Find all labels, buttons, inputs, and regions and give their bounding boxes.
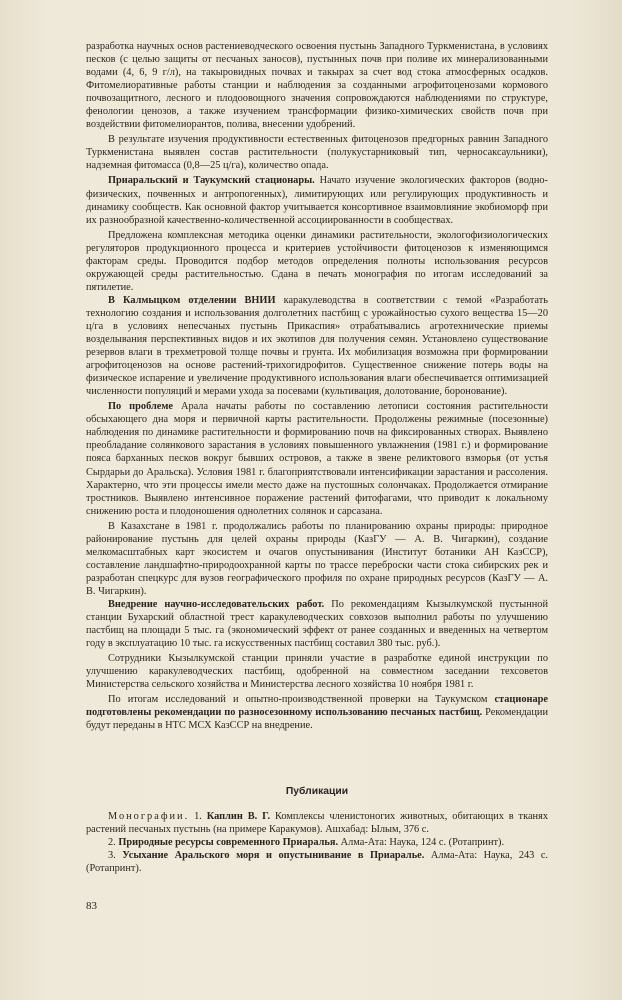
paragraph-10-emphasis: стационаре подготовлены рекомендации по разносезонному использованию песчаных пастбищ. [86, 694, 548, 719]
paragraph-3-heading: Приаральский и Таукумский стационары. [108, 175, 315, 187]
publications-heading: Публикации [285, 786, 349, 797]
publication-title: Природные ресурсы современного Приаралья. [118, 837, 339, 849]
paragraph-8-heading: Внедрение научно-исследовательских работ. [108, 598, 325, 610]
paragraph-10 [86, 693, 548, 732]
paragraph-1: разработка научных основ растениеводческого освоения пустынь Западного Туркменистана, в условиях песков (с целью защиты от песчаных заносов), пустынных почв при поливе их минерализованными водами (4, 6, 9 г/л), на такыровидных почвах и такырах за счет вод стока атмосферных осадков. Фитомелиоративные работы станции и наблюдения за созданными агрофитоценозами кормового почвозащитного, лесного и плодоовощного значения сопровождаются наблюдениями по структуре, фенологии ценозов, а также изучением трансформации физико-химических свойств почв при воздействии фитомелиорантов, полива, внесении удобрений. [86, 41, 548, 131]
paragraph-10-intro: По итогам исследований и опытно-производственной проверки на Таукумском [108, 694, 495, 706]
paragraph-2: В результате изучения продуктивности естественных фитоценозов предгорных равнин Западного Туркменистана выявлен состав растительности (полукустарниковый тип, черносаксаульники), надземная фитомасса (0,8—25 ц/га), количество опада. [86, 134, 548, 172]
paragraph-6-heading: По проблеме [108, 401, 174, 413]
paragraph-9: Сотрудники Кызылкумской станции приняли участие в разработке единой инструкции по улучшению каракулеводческих пастбищ, одобренной на совместном заседании техсоветов Министерства сельского хозяйства и Министерства лесного хозяйства 10 ноября 1981 г. [86, 653, 548, 691]
publication-item: 3. Усыхание Аральского моря и опустынивание в Приаралье. Алма-Ата: Наука, 243 с. (Ротапринт). [86, 850, 549, 875]
publication-item: 2. Природные ресурсы современного Приаралья. Алма-Ата: Наука, 124 с. (Ротапринт). [108, 837, 505, 849]
paragraph-7: В Казахстане в 1981 г. продолжались работы по планированию охраны природы: природное районирование пустынь для целей охраны природы (КазГУ — А. В. Чигаркин), создание мелкомасштабных карт экосистем и очагов опустынивания (Институт ботаники АН КазССР), составление ландшафтно-природоохранной карты по трассе переброски части стока сибирских рек и разработан спецкурс для вузов географического профиля по охране природных ресурсов (КазГУ — А. В. Чигаркин). [86, 520, 548, 597]
publications-list [86, 810, 548, 875]
paragraph-6 [86, 400, 548, 517]
paragraph-3-text: Начато изучение экологических факторов (водно-физических, почвенных и антропогенных), лимитирующих или регулирующих продуктивность и динамику сообществ. Как основной фактор учитывается консортивное взаимовлияние экобиоморф при их разнообразной качественно-количественной ассоциированности в сообществах. [86, 175, 548, 226]
page-number: 83 [86, 900, 97, 912]
paragraph-5-heading: В Калмыцком отделении ВНИИ [108, 294, 276, 306]
publication-author: Каплин В. Г. [206, 811, 271, 822]
paragraph-4: Предложена комплексная методика оценки динамики растительности, экологофизиологических регуляторов продукционного процесса и критериев устойчивости фитоценозов к изменяющимся факторам среды. Проводится подбор методов определения полноты использования ресурсов окружающей среды растительностью. Сдана в печать монография по итогам исследований за пятилетие. [86, 229, 548, 293]
publication-title: Усыхание Аральского моря и опустынивание в Приаралье. [122, 850, 425, 862]
publication-item: Монографии. 1. Каплин В. Г. Комплексы членистоногих животных, обитающих в тканях растений песчаных пустынь (на примере Каракумов). Ашхабад: Ылым, 376 с. [86, 811, 548, 836]
paragraph-5 [86, 294, 548, 398]
paragraph-3 [86, 174, 548, 226]
paragraph-5-text: каракулеводства в соответствии с темой «Разработать технологию создания и использования долголетних пастбищ с урожайностью сухого вещества 15—20 ц/га в условиях непесчаных пустынь Прикаспия» отрабатывались агротехнические приемы возделывания перспективных видов и их экотипов для получения семян. Установлено существование резервов влаги в трехметровой толще почвы и грунта. Их мобилизация возможна при формировании агрофитоценозов на основе растений-трихогидрофитов. Существенное снижение потерь воды на физическое испарение и увеличение продуктивного использования влаги обеспечивается оптимизацией численности популяций и мерами ухода за посевами (культивация, долотование, боронование). [86, 294, 548, 398]
publication-category: Монографии. [108, 811, 190, 822]
main-text [86, 40, 548, 732]
paragraph-8-text: По рекомендациям Кызылкумской пустынной станции Бухарский областной трест каракулеводческих совхозов выполнил работы по улучшению пастбищ на площади 5 тыс. га (экономический эффект от ранее созданных и введенных на четвертом году в эксплуатацию 10 тыс. га искусственных пастбищ составил 380 тыс. руб.). [86, 598, 548, 650]
paragraph-6-text: Арала начаты работы по составлению летописи состояния растительности обсыхающего дна моря и первичной карты растительности. Продолжены режимные (посезонные) наблюдения по динамике растительности и формированию почв на фиксированных створах. Выявлено преобладание солянкового зарастания в условиях повышенного увлажнения (1981 г.) и формирование пояса барханных песков вокруг бывших островов, а также в звене реликтового взморья (от устья Сырдарьи до Аральска). Условия 1981 г. благоприятствовали интенсификации зарастания и рассоления. Характерно, что эти процессы имели место даже на пустошных солончаках. Продолжается отмирание тростников. Выявлено интенсивное поражение растений фитофагами, что приводит к локальному снижению роста и плодоношения однолетних солянок и сарсазана. [86, 401, 548, 517]
paragraph-8 [86, 598, 548, 650]
paragraph-10-text: Рекомендации будут переданы в НТС МСХ КазССР на внедрение. [86, 707, 548, 732]
